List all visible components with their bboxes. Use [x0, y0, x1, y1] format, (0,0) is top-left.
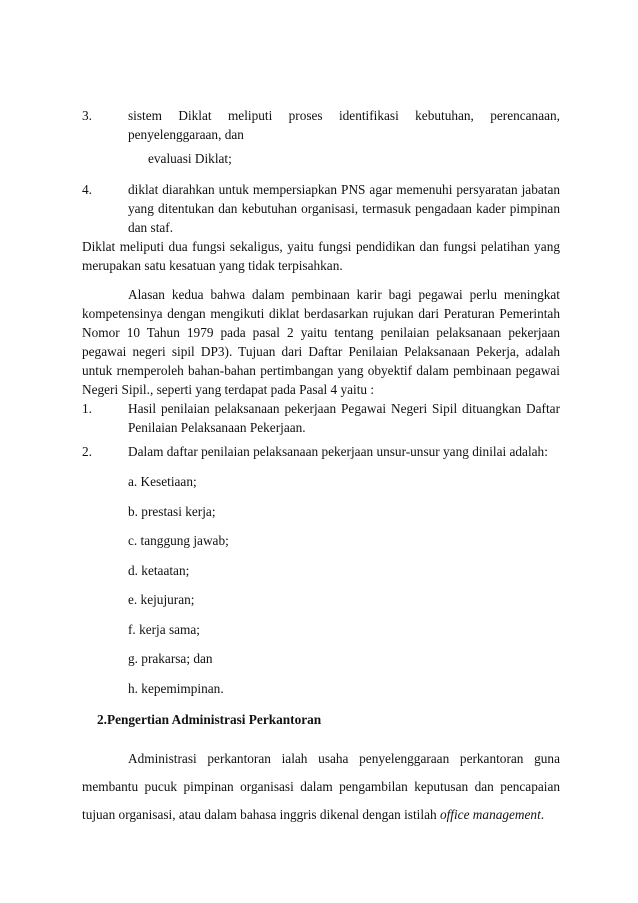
paragraph-alasan: Alasan kedua bahwa dalam pembinaan karir bagi pegawai perlu meningkat kompetensinya dengan mengikuti diklat berdasarkan rujukan dari Peraturan Pemerintah Nomor 10 Tahun 1979 pada pasal 2 yaitu tentang penilaian pelaksanaan pekerjaan pegawai negeri sipil DP3). Tujuan dari Daftar Penilaian Pelaksanaan Pekerja, adalah untuk rnemperoleh bahan-bahan pertimbangan yang obyektif dalam pembinaan pegawai Negeri Sipil., seperti yang terdapat pada Pasal 4 yaitu :: [82, 287, 560, 397]
sub-item-prakarsa: g. prakarsa; dan: [128, 651, 213, 666]
sub-item-kepemimpinan: h. kepemimpinan.: [128, 681, 224, 696]
list-text: Dalam daftar penilaian pelaksanaan pekerjaan unsur-unsur yang dinilai adalah:: [128, 444, 548, 459]
paragraph-end: .: [540, 807, 545, 822]
list-item-1: [82, 399, 560, 437]
sub-item-kejujuran: e. kejujuran;: [128, 592, 195, 607]
list-number: 2.: [82, 444, 92, 459]
term-office-management: office management: [439, 807, 541, 822]
sub-item-ketaatan: d. ketaatan;: [128, 563, 190, 578]
paragraph-administrasi: [82, 745, 560, 829]
list-item-4: [82, 180, 560, 237]
sub-item-tanggung-jawab: c. tanggung jawab;: [128, 533, 229, 548]
list-text: diklat diarahkan untuk mempersiapkan PNS agar memenuhi persyaratan jabatan yang ditentukan dan kebutuhan organisasi, termasuk pengadaan kader pimpinan dan staf.: [128, 182, 560, 235]
list-item-2: [82, 442, 560, 461]
sub-item-kesetiaan: a. Kesetiaan;: [128, 474, 197, 489]
sub-item-prestasi: b. prestasi kerja;: [128, 504, 216, 519]
list-continuation: evaluasi Diklat;: [148, 151, 232, 166]
section-heading: 2.Pengertian Administrasi Perkantoran: [97, 712, 322, 727]
list-text: Hasil penilaian pelaksanaan pekerjaan Pegawai Negeri Sipil dituangkan Daftar Penilaian Pelaksanaan Pekerjaan.: [128, 401, 560, 435]
paragraph-fungsi: Diklat meliputi dua fungsi sekaligus, yaitu fungsi pendidikan dan fungsi pelatihan yang merupakan satu kesatuan yang tidak terpisahkan.: [82, 239, 560, 273]
list-number: 1.: [82, 401, 92, 416]
list-number: 3.: [82, 108, 92, 123]
list-number: 4.: [82, 182, 92, 197]
paragraph-text: Administrasi perkantoran ialah usaha penyelenggaraan perkantoran guna membantu pucuk pimpinan organisasi dalam pengambilan keputusan dan pencapaian tujuan organisasi, atau dalam bahasa inggris dikenal dengan istilah: [82, 751, 560, 822]
sub-item-kerja-sama: f. kerja sama;: [128, 622, 200, 637]
list-text: sistem Diklat meliputi proses identifikasi kebutuhan, perencanaan, penyelenggaraan, dan: [128, 108, 560, 142]
list-item-3: [82, 106, 560, 144]
